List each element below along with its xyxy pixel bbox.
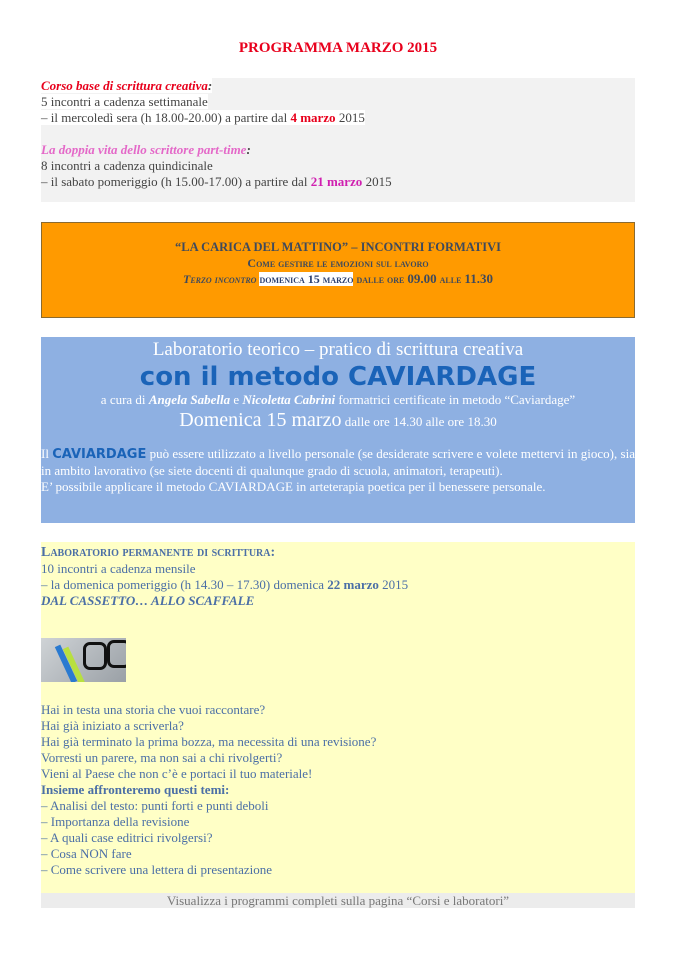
text: – il sabato pomeriggio (h 15.00-17.00) a partire dal xyxy=(41,174,311,189)
page-title: PROGRAMMA MARZO 2015 xyxy=(238,40,438,56)
orange-banner xyxy=(41,222,635,318)
text: e xyxy=(230,392,243,407)
date: 4 marzo xyxy=(290,110,336,125)
lab-date xyxy=(41,408,635,434)
time: 11.30 xyxy=(464,271,493,286)
caviardage: CAVIARDAGE xyxy=(52,447,147,462)
question: Vieni al Paese che non c’è e portaci il tuo materiale! xyxy=(41,766,313,781)
lab-line1: 10 incontri a cadenza mensile xyxy=(41,561,196,576)
topic: – Cosa NON fare xyxy=(41,846,132,861)
banner-date-line xyxy=(42,271,634,287)
banner-subtitle: Come gestire le emozioni sul lavoro xyxy=(247,256,429,270)
text: – il mercoledì sera (h 18.00-20.00) a partire dal xyxy=(41,110,291,125)
lab-subtitle: DAL CASSETTO… ALLO SCAFFALE xyxy=(41,593,255,608)
lab-heading: Laboratorio permanente di scrittura: xyxy=(41,545,276,560)
question: Vorresti un parere, ma non sai a chi rivolgerti? xyxy=(41,750,283,765)
text: può essere utilizzato a livello personale (se desiderate scrivere e volete mettervi in gioco), sia in ambito lavorativo (se siete docenti di qualunque grado di scuola, animatori, terapeuti). xyxy=(41,446,635,478)
lab-method: con il metodo CAVIARDAGE xyxy=(139,362,537,392)
lab-title: Laboratorio teorico – pratico di scrittura creativa xyxy=(152,339,524,360)
lab-paragraph-2: E’ possibile applicare il metodo CAVIARDAGE in arteterapia poetica per il benessere personale. xyxy=(41,479,546,494)
books-glasses-image xyxy=(41,638,126,682)
author: Angela Sabella xyxy=(148,392,231,407)
question: Hai già iniziato a scriverla? xyxy=(41,718,184,733)
course2-line1: 8 incontri a cadenza quindicinale xyxy=(41,158,213,173)
course2-title xyxy=(41,142,635,158)
author: Nicoletta Cabrini xyxy=(242,392,336,407)
banner-title: “LA CARICA DEL MATTINO” – INCONTRI FORMATIVI xyxy=(175,240,501,254)
course1-line2 xyxy=(41,110,365,125)
text: 2015 xyxy=(378,577,409,592)
course1-line1: 5 incontri a cadenza settimanale xyxy=(41,94,208,109)
text: 2015 xyxy=(335,110,365,125)
footer-note: Visualizza i programmi completi sulla pagina “Corsi e laboratori” xyxy=(41,893,635,908)
colon: : xyxy=(207,78,213,93)
lab-paragraph xyxy=(41,446,635,479)
text: alle xyxy=(436,272,465,286)
lab-authors xyxy=(41,392,635,408)
course1-title xyxy=(41,78,212,93)
text: Il xyxy=(41,446,53,461)
text: a cura di xyxy=(100,392,149,407)
date: Domenica 15 marzo xyxy=(179,409,342,431)
topic: – Come scrivere una lettera di presentazione xyxy=(41,862,273,877)
topic: – A quali case editrici rivolgersi? xyxy=(41,830,213,845)
topic: – Importanza della revisione xyxy=(41,814,190,829)
text: 2015 xyxy=(362,174,392,189)
permanent-lab-box xyxy=(41,542,635,893)
topic: – Analisi del testo: punti forti e punti deboli xyxy=(41,798,269,813)
label: Terzo incontro xyxy=(183,272,257,286)
lab-line2 xyxy=(41,577,635,593)
course1-name: Corso base di scrittura creativa xyxy=(41,78,208,93)
time: dalle ore 14.30 alle ore 18.30 xyxy=(341,414,497,429)
question: Hai già terminato la prima bozza, ma necessita di una revisione? xyxy=(41,734,377,749)
colon: : xyxy=(246,142,251,157)
text: formatrici certificate in metodo “Caviardage” xyxy=(335,392,576,407)
question: Hai in testa una storia che vuoi raccontare? xyxy=(41,702,266,717)
date: 22 marzo xyxy=(327,577,379,592)
date: 21 marzo xyxy=(310,174,363,189)
text: dalle ore xyxy=(353,272,408,286)
caviardage-box xyxy=(41,337,635,523)
text: – la domenica pomeriggio (h 14.30 – 17.30) domenica xyxy=(41,577,328,592)
course2-line2 xyxy=(41,174,635,190)
date: domenica 15 marzo xyxy=(259,272,354,286)
time: 09.00 xyxy=(407,271,437,286)
course2-name: La doppia vita dello scrittore part-time xyxy=(41,142,247,157)
topics-heading: Insieme affronteremo questi temi: xyxy=(41,782,230,797)
courses-box xyxy=(41,78,635,202)
